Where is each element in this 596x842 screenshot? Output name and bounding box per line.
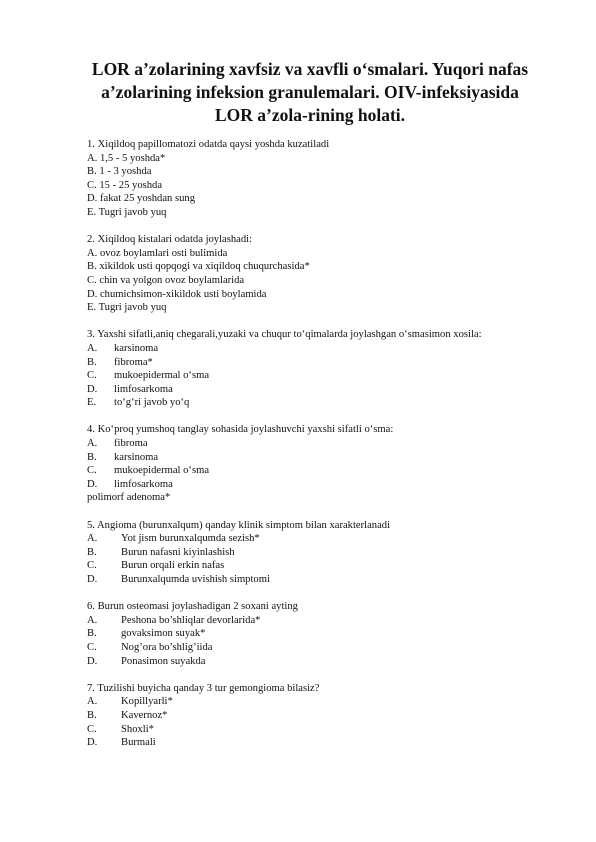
option-letter: D. bbox=[87, 288, 98, 300]
question-text: 7. Tuzilishi buyicha qanday 3 tur gemongioma bilasiz? bbox=[87, 682, 320, 694]
option-text: Nog’ora bo’shlig’iida bbox=[121, 641, 213, 653]
answer-option bbox=[87, 260, 567, 274]
option-text: mukoepidermal o‘sma bbox=[114, 465, 210, 477]
option-text: limfosarkoma bbox=[114, 478, 173, 490]
option-letter: C. bbox=[87, 465, 97, 477]
option-letter: A. bbox=[87, 247, 98, 259]
option-text: karsinoma bbox=[114, 342, 159, 354]
option-letter: C. bbox=[87, 560, 97, 572]
answer-option bbox=[87, 152, 567, 166]
option-letter: B. bbox=[87, 546, 97, 558]
answer-option bbox=[87, 532, 567, 546]
question-text: 5. Angioma (burunxalqum) qanday klinik simptom bilan xarakterlanadi bbox=[87, 519, 391, 531]
question-text: 1. Xiqildoq papillomatozi odatda qaysi yoshda kuzatiladi bbox=[87, 139, 330, 150]
answer-option bbox=[87, 288, 567, 302]
question-text: 3. Yaxshi sifatli,aniq chegarali,yuzaki va chuqur to‘qimalarda joylashgan o‘smasimon xosila: bbox=[87, 329, 482, 341]
option-text: fakat 25 yoshdan sung bbox=[97, 193, 195, 205]
title-line: a’zolarining infeksion granulemalari. OIV-infeksiyasida bbox=[101, 82, 519, 102]
answer-option bbox=[87, 192, 567, 206]
answer-option bbox=[87, 695, 567, 709]
option-text: Burun nafasni kiyinlashish bbox=[121, 546, 235, 558]
answer-option bbox=[87, 342, 567, 356]
answer-option bbox=[87, 301, 567, 315]
option-text: 1 - 3 yoshda bbox=[96, 166, 152, 178]
option-text: fibroma* bbox=[114, 356, 153, 368]
question-6 bbox=[87, 600, 567, 668]
option-text: mukoepidermal o‘sma bbox=[114, 370, 210, 382]
option-letter: C. bbox=[87, 641, 97, 653]
option-letter: D. bbox=[87, 737, 98, 749]
answer-option bbox=[87, 641, 567, 655]
answer-option bbox=[87, 383, 567, 397]
option-text: chumichsimon-xikildok usti boylamida bbox=[97, 288, 267, 300]
answer-option bbox=[87, 464, 567, 478]
option-text: Kavernoz* bbox=[121, 709, 168, 721]
question-text: 2. Xiqildoq kistalari odatda joylashadi: bbox=[87, 234, 253, 246]
answer-option bbox=[87, 723, 567, 737]
option-letter: D. bbox=[87, 574, 98, 585]
option-letter: A. bbox=[87, 152, 98, 164]
option-letter: B. bbox=[87, 628, 97, 640]
option-letter: A. bbox=[87, 614, 98, 626]
question-1 bbox=[87, 138, 567, 220]
option-text: Kopillyarli* bbox=[121, 696, 173, 708]
option-text: 15 - 25 yoshda bbox=[96, 179, 163, 191]
title-line: LOR a’zola-rining holati. bbox=[214, 105, 406, 125]
answer-option bbox=[87, 437, 567, 451]
answer-option bbox=[87, 655, 567, 669]
option-letter: E. bbox=[87, 206, 97, 218]
option-text: karsinoma bbox=[114, 451, 159, 463]
title-line: LOR a’zolarining xavfsiz va xavfli o‘smalari. Yuqori nafas bbox=[91, 59, 529, 79]
answer-option bbox=[87, 206, 567, 220]
option-letter: A. bbox=[87, 438, 98, 450]
option-letter: A. bbox=[87, 696, 98, 708]
option-text: xikildok usti qopqogi va xiqildoq chuqurchasida* bbox=[96, 261, 310, 273]
answer-tail: polimorf adenoma* bbox=[87, 492, 171, 504]
option-text: Burmali bbox=[121, 737, 156, 749]
answer-option bbox=[87, 356, 567, 370]
option-text: Tugri javob yuq bbox=[96, 206, 167, 218]
option-text: Ponasimon suyakda bbox=[121, 655, 206, 667]
answer-option bbox=[87, 627, 567, 641]
question-3 bbox=[87, 328, 567, 410]
option-letter: B. bbox=[87, 709, 97, 721]
question-text: 6. Burun osteomasi joylashadigan 2 soxani ayting bbox=[87, 601, 298, 613]
answer-option bbox=[87, 559, 567, 573]
option-letter: C. bbox=[87, 179, 97, 191]
option-text: Tugri javob yuq bbox=[96, 302, 167, 314]
question-4 bbox=[87, 423, 567, 505]
option-letter: D. bbox=[87, 193, 98, 205]
answer-option bbox=[87, 614, 567, 628]
answer-option bbox=[87, 165, 567, 179]
option-letter: B. bbox=[87, 451, 97, 463]
option-letter: D. bbox=[87, 383, 98, 395]
question-2 bbox=[87, 233, 567, 315]
option-letter: D. bbox=[87, 478, 98, 490]
answer-option bbox=[87, 274, 567, 288]
option-letter: B. bbox=[87, 166, 97, 178]
option-text: Peshona bo’shliqlar devorlarida* bbox=[121, 614, 261, 626]
option-text: to‘g‘ri javob yo‘q bbox=[114, 397, 190, 409]
option-letter: A. bbox=[87, 533, 98, 545]
answer-option bbox=[87, 736, 567, 750]
answer-option bbox=[87, 451, 567, 465]
answer-option bbox=[87, 546, 567, 560]
option-text: Burun orqali erkin nafas bbox=[121, 560, 225, 572]
question-5 bbox=[87, 519, 567, 587]
option-text: Shoxli* bbox=[121, 723, 154, 735]
option-text: chin va yolgon ovoz boylamlarida bbox=[96, 274, 245, 286]
option-text: limfosarkoma bbox=[114, 383, 173, 395]
option-letter: E. bbox=[87, 397, 97, 409]
answer-option bbox=[87, 396, 567, 410]
option-text: fibroma bbox=[114, 438, 148, 450]
answer-option bbox=[87, 247, 567, 261]
option-text: ovoz boylamlari osti bulimida bbox=[97, 247, 228, 259]
option-letter: D. bbox=[87, 655, 98, 667]
option-text: Yot jism burunxalqumda sezish* bbox=[121, 533, 260, 545]
option-text: govaksimon suyak* bbox=[121, 628, 206, 640]
option-text: Burunxalqumda uvishish simptomi bbox=[121, 574, 270, 585]
option-letter: C. bbox=[87, 274, 97, 286]
question-text: 4. Ko‘proq yumshoq tanglay sohasida joylashuvchi yaxshi sifatli o‘sma: bbox=[87, 424, 394, 436]
answer-option bbox=[87, 478, 567, 492]
option-letter: B. bbox=[87, 356, 97, 368]
option-letter: C. bbox=[87, 370, 97, 382]
option-letter: C. bbox=[87, 723, 97, 735]
option-letter: A. bbox=[87, 342, 98, 354]
answer-option bbox=[87, 179, 567, 193]
document-title bbox=[60, 58, 560, 127]
answer-option bbox=[87, 573, 567, 587]
question-list bbox=[87, 138, 567, 750]
option-letter: E. bbox=[87, 302, 97, 314]
answer-option bbox=[87, 709, 567, 723]
option-text: 1,5 - 5 yoshda* bbox=[97, 152, 166, 164]
answer-option bbox=[87, 369, 567, 383]
option-letter: B. bbox=[87, 261, 97, 273]
question-7 bbox=[87, 682, 567, 750]
